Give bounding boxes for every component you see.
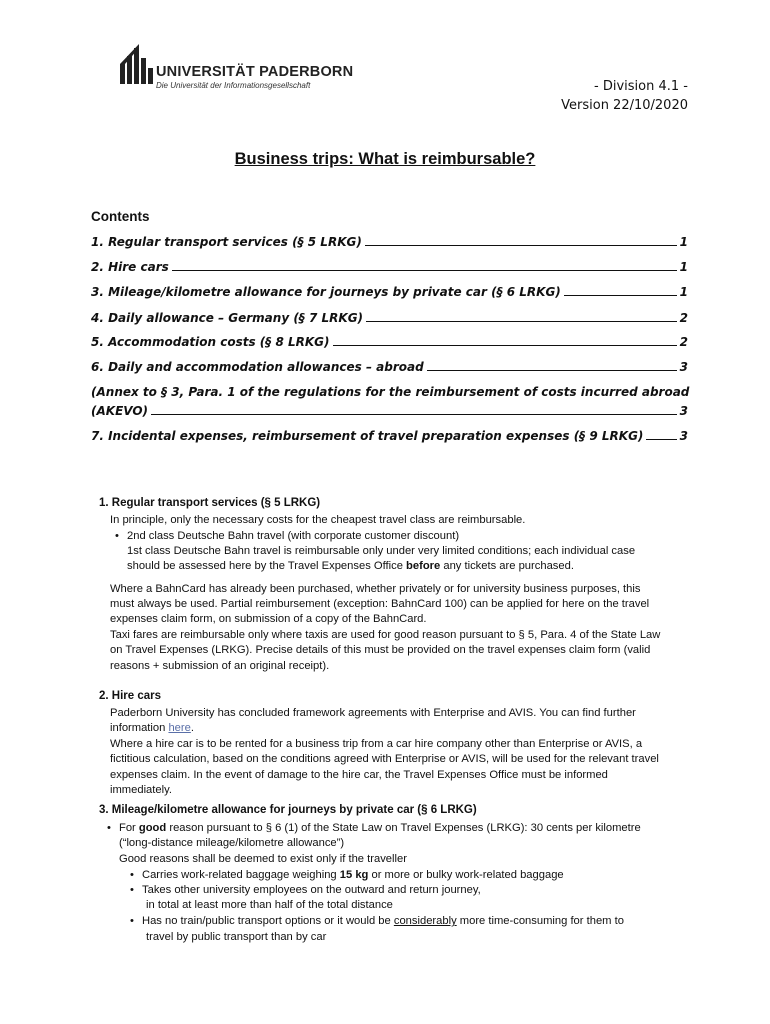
toc-item-label: 6. Daily and accommodation allowances – abroad bbox=[91, 360, 424, 374]
underlined-span: considerably bbox=[393, 915, 457, 927]
toc-leader bbox=[151, 404, 677, 415]
section-3-line: travel by public transport than by car bbox=[146, 931, 327, 943]
toc-page-number: 2 bbox=[679, 311, 688, 325]
toc-page-number: 3 bbox=[679, 360, 688, 374]
toc-leader bbox=[646, 429, 676, 440]
toc-leader bbox=[427, 360, 677, 371]
toc-page-number: 3 bbox=[679, 429, 688, 443]
text-span: Has no train/public transport options or it would be bbox=[142, 915, 394, 927]
text-span: should be assessed here by the Travel Expenses Office bbox=[127, 560, 407, 572]
section-3-subbullet bbox=[130, 914, 624, 930]
contents-heading: Contents bbox=[91, 209, 150, 224]
text-span: or more or bulky work-related baggage bbox=[368, 869, 564, 881]
university-name: UNIVERSITÄT PADERBORN bbox=[156, 64, 354, 80]
text-span: . bbox=[190, 722, 194, 734]
text-span: For bbox=[119, 822, 139, 834]
bold-span: good bbox=[138, 822, 167, 834]
text-span: any tickets are purchased. bbox=[440, 560, 574, 572]
section-2-line: Paderborn University has concluded framework agreements with Enterprise and AVIS. You can find further bbox=[110, 707, 636, 719]
section-3-line: (“long-distance mileage/kilometre allowance”) bbox=[119, 837, 345, 849]
toc-item-label: 7. Incidental expenses, reimbursement of travel preparation expenses (§ 9 LRKG) bbox=[91, 429, 644, 443]
section-3-subbullet bbox=[130, 868, 564, 884]
section-2-heading: 2. Hire cars bbox=[99, 690, 162, 702]
section-1-bullet bbox=[115, 529, 459, 545]
section-3-line: Good reasons shall be deemed to exist only if the traveller bbox=[119, 853, 407, 865]
version-label: Version 22/10/2020 bbox=[561, 98, 688, 113]
text-span: information bbox=[110, 722, 169, 734]
section-2-line: Where a hire car is to be rented for a business trip from a car hire company other than Enterprise or AVIS, a bbox=[110, 738, 643, 750]
page-title: Business trips: What is reimbursable? bbox=[234, 150, 536, 168]
section-1-paragraph-line: expenses claim form, on submission of a copy of the BahnCard. bbox=[110, 613, 427, 625]
toc-leader bbox=[172, 260, 677, 271]
bullet-icon: • bbox=[130, 884, 134, 896]
section-1-heading: 1. Regular transport services (§ 5 LRKG) bbox=[99, 497, 321, 509]
toc-page-number: 1 bbox=[679, 235, 688, 249]
text-span: Carries work-related baggage weighing bbox=[142, 869, 340, 881]
section-1-paragraph-line: Where a BahnCard has already been purchased, whether privately or for university business purposes, this bbox=[110, 583, 641, 595]
section-2-line bbox=[110, 721, 194, 737]
section-1-paragraph-line: Taxi fares are reimbursable only where taxis are used for good reason pursuant to § 5, Para. 4 of the State Law bbox=[110, 629, 661, 641]
toc-item-label: 2. Hire cars bbox=[91, 260, 169, 274]
toc-page-number: 1 bbox=[679, 260, 688, 274]
section-1-assess-line bbox=[127, 559, 574, 575]
section-1-intro: In principle, only the necessary costs for the cheapest travel class are reimbursable. bbox=[110, 514, 526, 526]
section-3-line: in total at least more than half of the total distance bbox=[146, 899, 393, 911]
text-span: Takes other university employees on the outward and return journey, bbox=[142, 884, 481, 896]
section-1-paragraph-line: on Travel Expenses (LRKG). Precise details of this must be provided on the travel expenses claim form (valid bbox=[110, 644, 651, 656]
section-2-line: expenses claim. In the event of damage to the hire car, the Travel Expenses Office must be informed bbox=[110, 769, 608, 781]
toc-item[interactable] bbox=[91, 285, 688, 299]
bold-span: 15 kg bbox=[339, 869, 369, 881]
toc-item[interactable] bbox=[91, 335, 688, 349]
toc-item[interactable] bbox=[91, 404, 688, 418]
toc-item[interactable] bbox=[91, 429, 688, 443]
toc-item-label: 4. Daily allowance – Germany (§ 7 LRKG) bbox=[91, 311, 364, 325]
toc-item-label-line1[interactable]: (Annex to § 3, Para. 1 of the regulations for the reimbursement of costs incurred abroad bbox=[91, 385, 690, 399]
section-3-subbullet bbox=[130, 883, 481, 899]
division-label: - Division 4.1 - bbox=[594, 79, 688, 94]
toc-item[interactable] bbox=[91, 360, 688, 374]
toc-page-number: 1 bbox=[679, 285, 688, 299]
toc-page-number: 2 bbox=[679, 335, 688, 349]
bullet-icon: • bbox=[115, 530, 119, 542]
text-span: reason pursuant to § 6 (1) of the State Law on Travel Expenses (LRKG): 30 cents per kilometre bbox=[166, 822, 641, 834]
section-3-heading: 3. Mileage/kilometre allowance for journeys by private car (§ 6 LRKG) bbox=[99, 804, 477, 816]
toc-leader bbox=[564, 285, 677, 296]
section-2-line: immediately. bbox=[110, 784, 172, 796]
toc-item[interactable] bbox=[91, 235, 688, 249]
section-1-paragraph-line: reasons + submission of an original receipt). bbox=[110, 660, 330, 672]
university-tagline: Die Universität der Informationsgesellschaft bbox=[156, 81, 311, 90]
here-link[interactable]: here bbox=[168, 722, 191, 734]
section-3-bullet bbox=[107, 821, 641, 837]
toc-item-label: 5. Accommodation costs (§ 8 LRKG) bbox=[91, 335, 330, 349]
text-span: more time-consuming for them to bbox=[456, 915, 624, 927]
university-logo bbox=[118, 44, 354, 91]
toc-item-label: 3. Mileage/kilometre allowance for journeys by private car (§ 6 LRKG) bbox=[91, 285, 561, 299]
toc-item-label: 1. Regular transport services (§ 5 LRKG) bbox=[91, 235, 362, 249]
toc-item[interactable] bbox=[91, 311, 688, 325]
section-1-first-class: 1st class Deutsche Bahn travel is reimbursable only under very limited conditions; each individual case bbox=[127, 545, 636, 557]
toc-item[interactable] bbox=[91, 260, 688, 274]
toc-item-label: (AKEVO) bbox=[91, 404, 149, 418]
bold-span: before bbox=[406, 560, 441, 572]
toc-page-number: 3 bbox=[679, 404, 688, 418]
university-emblem-icon bbox=[118, 44, 154, 86]
section-1-paragraph-line: must always be used. Partial reimbursement (exception: BahnCard 100) can be applied for here on the travel bbox=[110, 598, 650, 610]
bullet-icon: • bbox=[130, 869, 134, 881]
toc-leader bbox=[333, 335, 677, 346]
bullet-text: 2nd class Deutsche Bahn travel (with corporate customer discount) bbox=[127, 530, 460, 542]
section-2-line: fictitious calculation, based on the conditions agreed with Enterprise or AVIS, will be used for the relevant travel bbox=[110, 753, 659, 765]
bullet-icon: • bbox=[130, 915, 134, 927]
toc-leader bbox=[365, 235, 677, 246]
toc-leader bbox=[366, 311, 677, 322]
bullet-icon: • bbox=[107, 822, 111, 834]
